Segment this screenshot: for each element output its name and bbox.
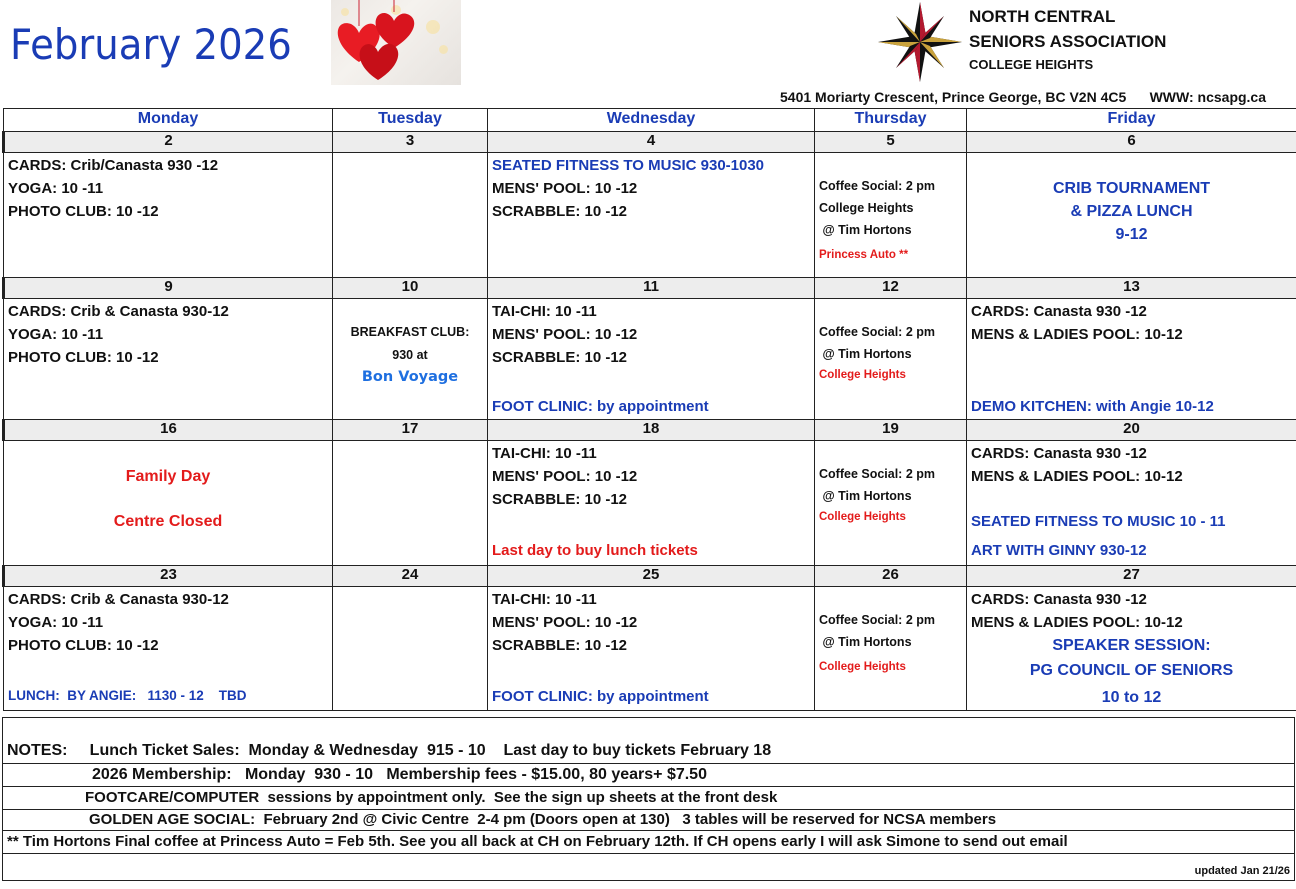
day-cell xyxy=(333,153,488,278)
day-cell xyxy=(967,441,1296,566)
event: Princess Auto ** xyxy=(819,249,909,261)
events-row xyxy=(4,587,1296,711)
date-number: 25 xyxy=(488,566,815,587)
holiday-label: Family Day xyxy=(125,468,211,485)
event: MENS & LADIES POOL: 10-12 xyxy=(971,614,1183,631)
weekday-header-row xyxy=(4,109,1296,132)
event: LUNCH: BY ANGIE: 1130 - 12 TBD xyxy=(8,688,247,703)
date-number: 17 xyxy=(333,420,488,441)
event: CRIB TOURNAMENT xyxy=(1052,180,1211,197)
day-cell xyxy=(4,441,333,566)
event: YOGA: 10 -11 xyxy=(8,614,104,631)
day-cell xyxy=(333,587,488,711)
ncsa-compass-star-logo xyxy=(878,2,962,82)
event: @ Tim Hortons xyxy=(819,635,912,649)
event: PG COUNCIL OF SENIORS xyxy=(1029,662,1234,679)
event: College Heights xyxy=(819,661,906,673)
event: 930 at xyxy=(392,348,428,362)
date-number: 9 xyxy=(4,278,333,299)
event: MENS' POOL: 10 -12 xyxy=(492,326,638,343)
weekday-monday: Monday xyxy=(4,109,333,132)
event: CARDS: Canasta 930 -12 xyxy=(971,303,1147,320)
page-title: February 2026 xyxy=(10,20,292,69)
event: CARDS: Canasta 930 -12 xyxy=(971,445,1147,462)
closure-label: Centre Closed xyxy=(113,513,223,530)
updated-date: updated Jan 21/26 xyxy=(3,854,1295,881)
date-number: 18 xyxy=(488,420,815,441)
event: Last day to buy lunch tickets xyxy=(492,542,698,559)
date-number: 20 xyxy=(967,420,1296,441)
event: & PIZZA LUNCH xyxy=(1070,203,1193,220)
date-number: 4 xyxy=(488,132,815,153)
event: CARDS: Canasta 930 -12 xyxy=(971,591,1147,608)
date-number: 16 xyxy=(4,420,333,441)
date-number: 2 xyxy=(4,132,333,153)
event: Coffee Social: 2 pm xyxy=(819,467,935,481)
event: Bon Voyage xyxy=(361,369,459,385)
event: SCRABBLE: 10 -12 xyxy=(492,203,628,220)
event: PHOTO CLUB: 10 -12 xyxy=(8,203,159,220)
event: 9-12 xyxy=(1115,226,1148,243)
event: DEMO KITCHEN: with Angie 10-12 xyxy=(971,398,1214,415)
weekday-thursday: Thursday xyxy=(815,109,967,132)
day-cell xyxy=(488,587,815,711)
event: MENS & LADIES POOL: 10-12 xyxy=(971,326,1183,343)
date-number: 23 xyxy=(4,566,333,587)
event: CARDS: Crib & Canasta 930-12 xyxy=(8,591,229,608)
day-cell xyxy=(815,153,967,278)
org-name xyxy=(969,4,1166,76)
note-footcare: FOOTCARE/COMPUTER sessions by appointment only. See the sign up sheets at the front desk xyxy=(3,787,1295,810)
date-number: 6 xyxy=(967,132,1296,153)
note-golden-age: GOLDEN AGE SOCIAL: February 2nd @ Civic Centre 2-4 pm (Doors open at 130) 3 tables will be reserved for NCSA members xyxy=(3,810,1295,831)
event: SEATED FITNESS TO MUSIC 10 - 11 xyxy=(971,513,1226,530)
day-cell xyxy=(4,299,333,420)
date-number: 19 xyxy=(815,420,967,441)
event: FOOT CLINIC: by appointment xyxy=(492,398,709,415)
date-number: 5 xyxy=(815,132,967,153)
event: SCRABBLE: 10 -12 xyxy=(492,349,628,366)
event: 10 to 12 xyxy=(1101,689,1162,706)
note-tim-hortons: ** Tim Hortons Final coffee at Princess Auto = Feb 5th. See you all back at CH on February 12th. If CH opens early I will ask Simone to send out email xyxy=(3,831,1295,854)
events-row xyxy=(4,299,1296,420)
event: @ Tim Hortons xyxy=(819,347,912,361)
event: PHOTO CLUB: 10 -12 xyxy=(8,637,159,654)
events-row xyxy=(4,153,1296,278)
event: College Heights xyxy=(819,511,906,523)
event: TAI-CHI: 10 -11 xyxy=(492,591,597,608)
event: Coffee Social: 2 pm xyxy=(819,613,935,627)
weekday-friday: Friday xyxy=(967,109,1296,132)
day-cell xyxy=(488,299,815,420)
date-number: 10 xyxy=(333,278,488,299)
event: SCRABBLE: 10 -12 xyxy=(492,491,628,508)
weekday-tuesday: Tuesday xyxy=(333,109,488,132)
date-number: 13 xyxy=(967,278,1296,299)
event: SPEAKER SESSION: xyxy=(1052,637,1211,654)
day-cell xyxy=(333,441,488,566)
hearts-image xyxy=(331,0,461,85)
day-cell xyxy=(967,153,1296,278)
event: Coffee Social: 2 pm xyxy=(819,325,935,339)
weekday-wednesday: Wednesday xyxy=(488,109,815,132)
event: PHOTO CLUB: 10 -12 xyxy=(8,349,159,366)
event: TAI-CHI: 10 -11 xyxy=(492,303,597,320)
date-number: 24 xyxy=(333,566,488,587)
org-line1: NORTH CENTRAL xyxy=(969,7,1116,26)
calendar-grid xyxy=(2,108,1296,711)
event: Coffee Social: 2 pm xyxy=(819,179,935,193)
event: FOOT CLINIC: by appointment xyxy=(492,688,709,705)
date-number: 11 xyxy=(488,278,815,299)
event: MENS' POOL: 10 -12 xyxy=(492,180,638,197)
event: YOGA: 10 -11 xyxy=(8,326,104,343)
event: MENS & LADIES POOL: 10-12 xyxy=(971,468,1183,485)
event: BREAKFAST CLUB: xyxy=(350,325,470,339)
day-cell xyxy=(4,153,333,278)
day-cell xyxy=(815,441,967,566)
notes-section xyxy=(2,717,1295,881)
day-cell xyxy=(333,299,488,420)
date-number: 12 xyxy=(815,278,967,299)
address-line: 5401 Moriarty Crescent, Prince George, BC V2N 4C5 WWW: ncsapg.ca xyxy=(780,89,1267,105)
day-cell xyxy=(488,153,815,278)
event: @ Tim Hortons xyxy=(819,223,912,237)
event: ART WITH GINNY 930-12 xyxy=(971,542,1147,559)
day-cell xyxy=(815,587,967,711)
org-line3: COLLEGE HEIGHTS xyxy=(969,57,1094,72)
day-cell xyxy=(967,587,1296,711)
date-row xyxy=(4,420,1296,441)
org-line2: SENIORS ASSOCIATION xyxy=(969,32,1167,51)
day-cell xyxy=(815,299,967,420)
event: TAI-CHI: 10 -11 xyxy=(492,445,597,462)
event: YOGA: 10 -11 xyxy=(8,180,104,197)
event: SEATED FITNESS TO MUSIC 930-1030 xyxy=(492,157,765,174)
event: @ Tim Hortons xyxy=(819,489,912,503)
date-row xyxy=(4,132,1296,153)
events-row xyxy=(4,441,1296,566)
note-lunch-tickets: NOTES: Lunch Ticket Sales: Monday & Wednesday 915 - 10 Last day to buy tickets February 18 xyxy=(3,718,1295,764)
event: SCRABBLE: 10 -12 xyxy=(492,637,628,654)
event: CARDS: Crib/Canasta 930 -12 xyxy=(8,157,219,174)
day-cell xyxy=(488,441,815,566)
event: College Heights xyxy=(819,201,914,215)
note-membership: 2026 Membership: Monday 930 - 10 Membership fees - $15.00, 80 years+ $7.50 xyxy=(3,764,1295,787)
date-row xyxy=(4,278,1296,299)
date-number: 27 xyxy=(967,566,1296,587)
event: CARDS: Crib & Canasta 930-12 xyxy=(8,303,229,320)
date-row xyxy=(4,566,1296,587)
event: College Heights xyxy=(819,369,906,381)
event: MENS' POOL: 10 -12 xyxy=(492,468,638,485)
day-cell xyxy=(967,299,1296,420)
date-number: 3 xyxy=(333,132,488,153)
day-cell xyxy=(4,587,333,711)
event: MENS' POOL: 10 -12 xyxy=(492,614,638,631)
date-number: 26 xyxy=(815,566,967,587)
